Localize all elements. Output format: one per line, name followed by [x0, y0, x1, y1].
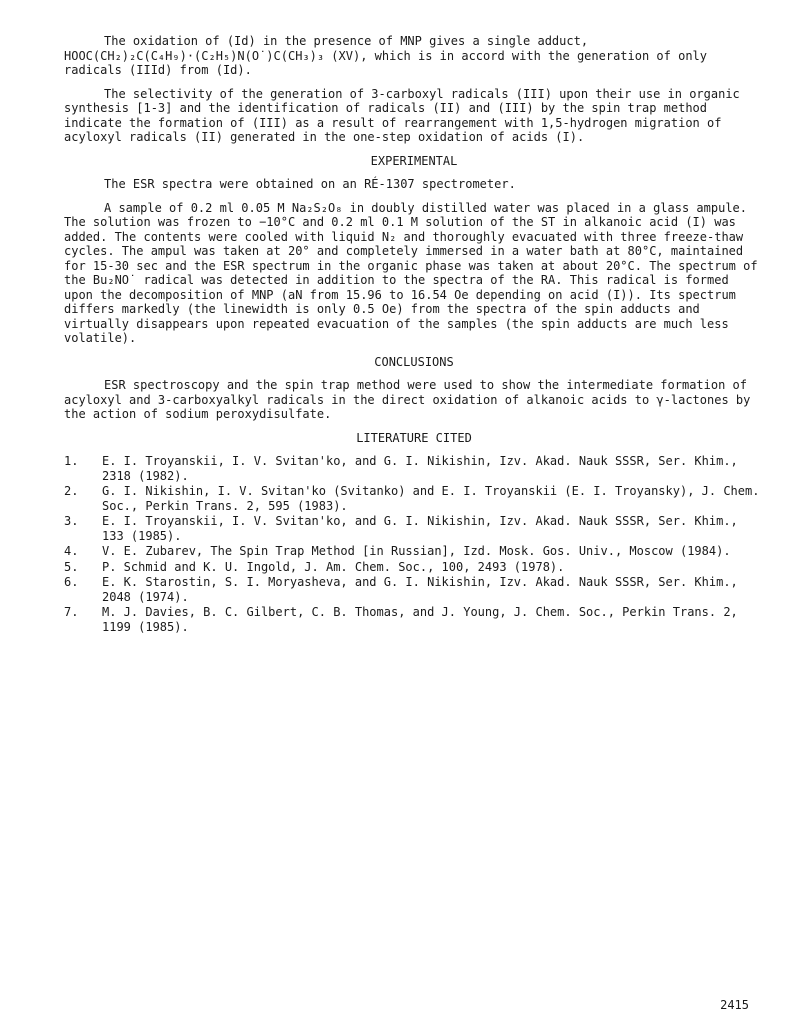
experimental-paragraph-1: The ESR spectra were obtained on an RÉ-1307 spectrometer.: [104, 177, 516, 191]
intro-paragraph-2: The selectivity of the generation of 3-carboxyl radicals (III) upon their use in organic synthesis [1-3] and the identification of radicals (II) and (III) by the spin trap method indicate the formation of (III) as a result of rearrangement with 1,5-hydrogen migration of acyloxyl radicals (II) generated in the one-step oxidation of acids (I).: [64, 86, 740, 144]
reference-list: [64, 454, 764, 634]
page-number: 2415: [720, 998, 749, 1012]
reference-item: [64, 560, 764, 575]
experimental-heading: EXPERIMENTAL: [370, 153, 458, 168]
intro-paragraph-1: The oxidation of (Id) in the presence of MNP gives a single adduct, HOOC(CH₂)₂C(C₄H₉)·(C₂H₅)N(O˙)C(CH₃)₃ (XV), which is in accord with the generation of only radicals (IIId) from (Id).: [64, 34, 707, 77]
reference-text: V. E. Zubarev, The Spin Trap Method [in Russian], Izd. Mosk. Gos. Univ., Moscow (1984).: [102, 544, 731, 558]
reference-number: 4.: [64, 544, 79, 558]
reference-text: E. K. Starostin, S. I. Moryasheva, and G. I. Nikishin, Izv. Akad. Nauk SSSR, Ser. Khim., 2048 (1974).: [102, 575, 738, 604]
reference-item: [64, 544, 764, 559]
reference-number: 6.: [64, 575, 79, 589]
reference-item: [64, 575, 764, 604]
conclusions-paragraph: ESR spectroscopy and the spin trap method were used to show the intermediate formation of acyloxyl and 3-carboxyalkyl radicals in the direct oxidation of alkanoic acids to γ-lactones by the action of sodium peroxydisulfate.: [64, 378, 751, 421]
reference-number: 7.: [64, 605, 79, 619]
paper-page: [64, 34, 764, 635]
reference-item: [64, 605, 764, 634]
experimental-paragraph-2: A sample of 0.2 ml 0.05 M Na₂S₂O₈ in doubly distilled water was placed in a glass ampule. The solution was frozen to −10°C and 0.2 ml 0.1 M solution of the ST in alkanoic acid (I) was added. The contents were cooled with liquid N₂ and thoroughly evacuated with three freeze-thaw cycles. The ampul was taken at 20° and completely immersed in a water bath at 80°C, maintained for 15-30 sec and the ESR spectrum in the organic phase was taken at about 20°C. The spectrum of the Bu₂NO˙ radical was detected in addition to the spectra of the RA. This radical is formed upon the decomposition of MNP (aN from 15.96 to 16.54 Oe depending on acid (I)). Its spectrum differs markedly (the linewidth is only 0.5 Oe) from the spectra of the spin adducts and virtually disappears upon repeated evacuation of the samples (the spin adducts are much less volatile).: [64, 200, 758, 345]
reference-number: 2.: [64, 484, 79, 498]
reference-item: [64, 454, 764, 483]
reference-text: E. I. Troyanskii, I. V. Svitan'ko, and G. I. Nikishin, Izv. Akad. Nauk SSSR, Ser. Khim., 133 (1985).: [102, 514, 738, 543]
reference-number: 1.: [64, 454, 79, 468]
reference-text: E. I. Troyanskii, I. V. Svitan'ko, and G. I. Nikishin, Izv. Akad. Nauk SSSR, Ser. Khim., 2318 (1982).: [102, 454, 738, 483]
reference-number: 3.: [64, 514, 79, 528]
reference-text: P. Schmid and K. U. Ingold, J. Am. Chem. Soc., 100, 2493 (1978).: [102, 559, 565, 574]
reference-item: [64, 484, 764, 513]
reference-number: 5.: [64, 559, 79, 574]
literature-heading: LITERATURE CITED: [356, 430, 472, 445]
reference-item: [64, 514, 764, 543]
reference-text: G. I. Nikishin, I. V. Svitan'ko (Svitanko) and E. I. Troyanskii (E. I. Troyansky), J. Chem. Soc., Perkin Trans. 2, 595 (1983).: [102, 484, 760, 513]
conclusions-heading: CONCLUSIONS: [374, 354, 454, 369]
reference-text: M. J. Davies, B. C. Gilbert, C. B. Thomas, and J. Young, J. Chem. Soc., Perkin Trans. 2, 1199 (1985).: [102, 605, 738, 634]
